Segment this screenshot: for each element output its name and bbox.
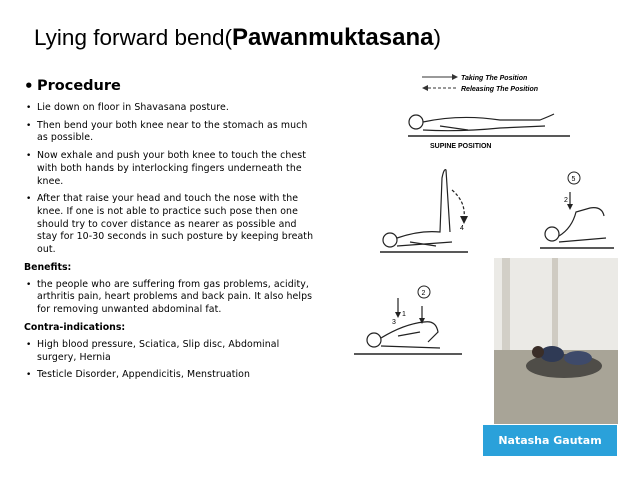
- title-suffix: ): [433, 25, 441, 50]
- title-pose-name: Pawanmuktasana: [232, 24, 434, 51]
- bullet-icon: •: [26, 370, 32, 381]
- procedure-heading-label: Procedure: [37, 78, 121, 94]
- demonstration-photo: [494, 258, 618, 424]
- legs-raised-figure: [380, 170, 468, 252]
- procedure-heading: [24, 78, 314, 94]
- procedure-item: [24, 193, 314, 257]
- step-2-label: 2: [421, 290, 426, 297]
- procedure-item: [24, 120, 314, 145]
- procedure-item: [24, 150, 314, 188]
- procedure-item-text: After that raise your head and touch the nose with the knee. If one is not able to practice such pose then one should try to cover distance as nearer as possible and stay for 10-30 seconds in such posture by keeping breath out.: [37, 193, 314, 256]
- contra-item: [24, 369, 314, 382]
- contra-heading: Contra-indications:: [24, 321, 126, 333]
- bullet-icon: •: [26, 103, 32, 113]
- step-4-label: 4: [460, 225, 464, 232]
- title-prefix: Lying forward bend(: [34, 25, 233, 50]
- contra-item: [24, 339, 314, 364]
- benefits-item: [24, 279, 314, 317]
- procedure-item: [24, 102, 314, 115]
- procedure-item-text: Then bend your both knee near to the stomach as much as possible.: [37, 119, 308, 144]
- legend-releasing: Releasing The Position: [461, 86, 539, 93]
- supine-figure: [408, 114, 570, 136]
- bullet-icon: •: [26, 279, 32, 290]
- contra-item-text: High blood pressure, Sciatica, Slip disc, Abdominal surgery, Hernia: [37, 338, 280, 363]
- nose-to-knee-figure: [354, 298, 462, 354]
- contra-item-text: Testicle Disorder, Appendicitis, Menstruation: [37, 369, 251, 381]
- step-1-label: 1: [402, 311, 406, 318]
- knees-bent-figure: [540, 192, 614, 248]
- text-content: [24, 78, 314, 387]
- legend-taking: Taking The Position: [461, 75, 528, 82]
- benefits-item-text: the people who are suffering from gas problems, acidity, arthritis pain, heart problems and back pain. It also helps for removing unwanted abdominal fat.: [37, 278, 313, 316]
- bullet-icon: •: [26, 339, 32, 350]
- slide-title: [34, 24, 594, 52]
- bullet-icon: •: [26, 151, 32, 162]
- bullet-icon: •: [24, 77, 34, 95]
- bullet-icon: •: [26, 120, 32, 131]
- procedure-item-text: Now exhale and push your both knee to touch the chest with both hands by interlocking fingers underneath the knee.: [37, 150, 307, 187]
- step-2-label-right: 2: [564, 197, 568, 204]
- presenter-name-badge: Natasha Gautam: [483, 425, 617, 456]
- step-3-label: 3: [392, 319, 396, 326]
- bullet-icon: •: [26, 194, 32, 205]
- supine-label: SUPINE POSITION: [430, 143, 492, 150]
- legend: [422, 74, 538, 93]
- benefits-heading: Benefits:: [24, 261, 72, 273]
- photo-scene: [494, 258, 618, 424]
- procedure-item-text: Lie down on floor in Shavasana posture.: [37, 102, 229, 113]
- step-5-label: 5: [571, 176, 576, 183]
